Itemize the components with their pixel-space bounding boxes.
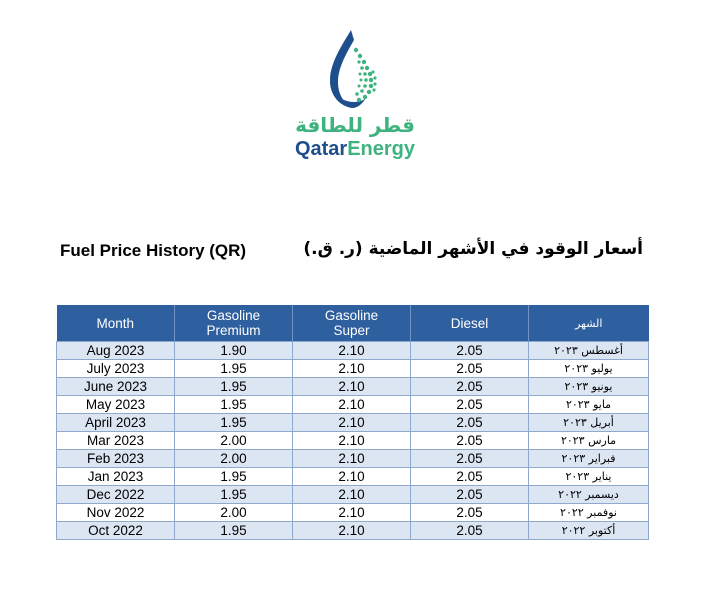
header-super-line1: Gasoline xyxy=(324,308,379,323)
cell-diesel: 2.05 xyxy=(411,468,529,486)
cell-month: May 2023 xyxy=(57,396,175,414)
cell-arabic-month: يوليو ٢٠٢٣ xyxy=(529,360,649,378)
cell-diesel: 2.05 xyxy=(411,486,529,504)
cell-premium: 1.95 xyxy=(175,396,293,414)
cell-month: Nov 2022 xyxy=(57,504,175,522)
cell-arabic-month: مايو ٢٠٢٣ xyxy=(529,396,649,414)
cell-premium: 1.95 xyxy=(175,360,293,378)
cell-super: 2.10 xyxy=(293,378,411,396)
page-title-arabic: أسعار الوقود في الأشهر الماضية (ر. ق.) xyxy=(303,239,643,259)
logo-english-text xyxy=(270,138,440,160)
cell-super: 2.10 xyxy=(293,504,411,522)
cell-month: July 2023 xyxy=(57,360,175,378)
cell-month: Feb 2023 xyxy=(57,450,175,468)
header-arabic-month: الشهر xyxy=(529,305,649,342)
cell-arabic-month: مارس ٢٠٢٣ xyxy=(529,432,649,450)
cell-premium: 1.95 xyxy=(175,414,293,432)
page-title-english: Fuel Price History (QR) xyxy=(60,241,247,260)
table-row xyxy=(57,450,649,468)
table-row xyxy=(57,432,649,450)
cell-premium: 1.95 xyxy=(175,378,293,396)
cell-super: 2.10 xyxy=(293,522,411,540)
cell-super: 2.10 xyxy=(293,360,411,378)
cell-diesel: 2.05 xyxy=(411,396,529,414)
cell-arabic-month: يناير ٢٠٢٣ xyxy=(529,468,649,486)
qatarenergy-logo xyxy=(270,28,440,163)
cell-super: 2.10 xyxy=(293,450,411,468)
cell-diesel: 2.05 xyxy=(411,378,529,396)
cell-month: Jan 2023 xyxy=(57,468,175,486)
cell-diesel: 2.05 xyxy=(411,432,529,450)
cell-diesel: 2.05 xyxy=(411,450,529,468)
cell-premium: 1.95 xyxy=(175,522,293,540)
cell-arabic-month: فبراير ٢٠٢٣ xyxy=(529,450,649,468)
cell-arabic-month: أغسطس ٢٠٢٣ xyxy=(529,342,649,360)
table-row xyxy=(57,414,649,432)
cell-month: Oct 2022 xyxy=(57,522,175,540)
table-row xyxy=(57,504,649,522)
cell-super: 2.10 xyxy=(293,468,411,486)
cell-diesel: 2.05 xyxy=(411,504,529,522)
cell-arabic-month: ديسمبر ٢٠٢٢ xyxy=(529,486,649,504)
cell-month: Aug 2023 xyxy=(57,342,175,360)
cell-arabic-month: أبريل ٢٠٢٣ xyxy=(529,414,649,432)
cell-super: 2.10 xyxy=(293,342,411,360)
cell-month: Dec 2022 xyxy=(57,486,175,504)
cell-month: June 2023 xyxy=(57,378,175,396)
cell-premium: 2.00 xyxy=(175,432,293,450)
header-month: Month xyxy=(57,305,175,342)
header-premium-line2: Premium xyxy=(206,323,261,338)
cell-diesel: 2.05 xyxy=(411,414,529,432)
header-gasoline-premium xyxy=(175,305,293,342)
cell-premium: 1.95 xyxy=(175,486,293,504)
table-row xyxy=(57,468,649,486)
cell-month: April 2023 xyxy=(57,414,175,432)
table-row xyxy=(57,396,649,414)
droplet-logo-icon xyxy=(318,28,388,112)
table-row xyxy=(57,342,649,360)
header-diesel: Diesel xyxy=(411,305,529,342)
cell-arabic-month: نوفمبر ٢٠٢٢ xyxy=(529,504,649,522)
table-row xyxy=(57,486,649,504)
cell-super: 2.10 xyxy=(293,396,411,414)
logo-arabic-text: قطر للطاقة xyxy=(295,113,415,137)
table-row xyxy=(57,522,649,540)
cell-arabic-month: يونيو ٢٠٢٣ xyxy=(529,378,649,396)
cell-premium: 1.90 xyxy=(175,342,293,360)
header-premium-line1: Gasoline xyxy=(206,308,261,323)
cell-premium: 1.95 xyxy=(175,468,293,486)
table-body xyxy=(57,342,649,540)
cell-diesel: 2.05 xyxy=(411,342,529,360)
cell-diesel: 2.05 xyxy=(411,360,529,378)
cell-month: Mar 2023 xyxy=(57,432,175,450)
header-gasoline-super xyxy=(293,305,411,342)
cell-premium: 2.00 xyxy=(175,450,293,468)
logo-energy-word: Energy xyxy=(347,138,416,160)
cell-super: 2.10 xyxy=(293,432,411,450)
fuel-price-table xyxy=(56,305,649,540)
cell-diesel: 2.05 xyxy=(411,522,529,540)
table-row xyxy=(57,378,649,396)
table-header xyxy=(57,305,649,342)
cell-super: 2.10 xyxy=(293,486,411,504)
cell-arabic-month: أكتوبر ٢٠٢٢ xyxy=(529,522,649,540)
cell-super: 2.10 xyxy=(293,414,411,432)
logo-qatar-word: Qatar xyxy=(294,138,348,160)
table-row xyxy=(57,360,649,378)
header-super-line2: Super xyxy=(333,323,370,338)
cell-premium: 2.00 xyxy=(175,504,293,522)
